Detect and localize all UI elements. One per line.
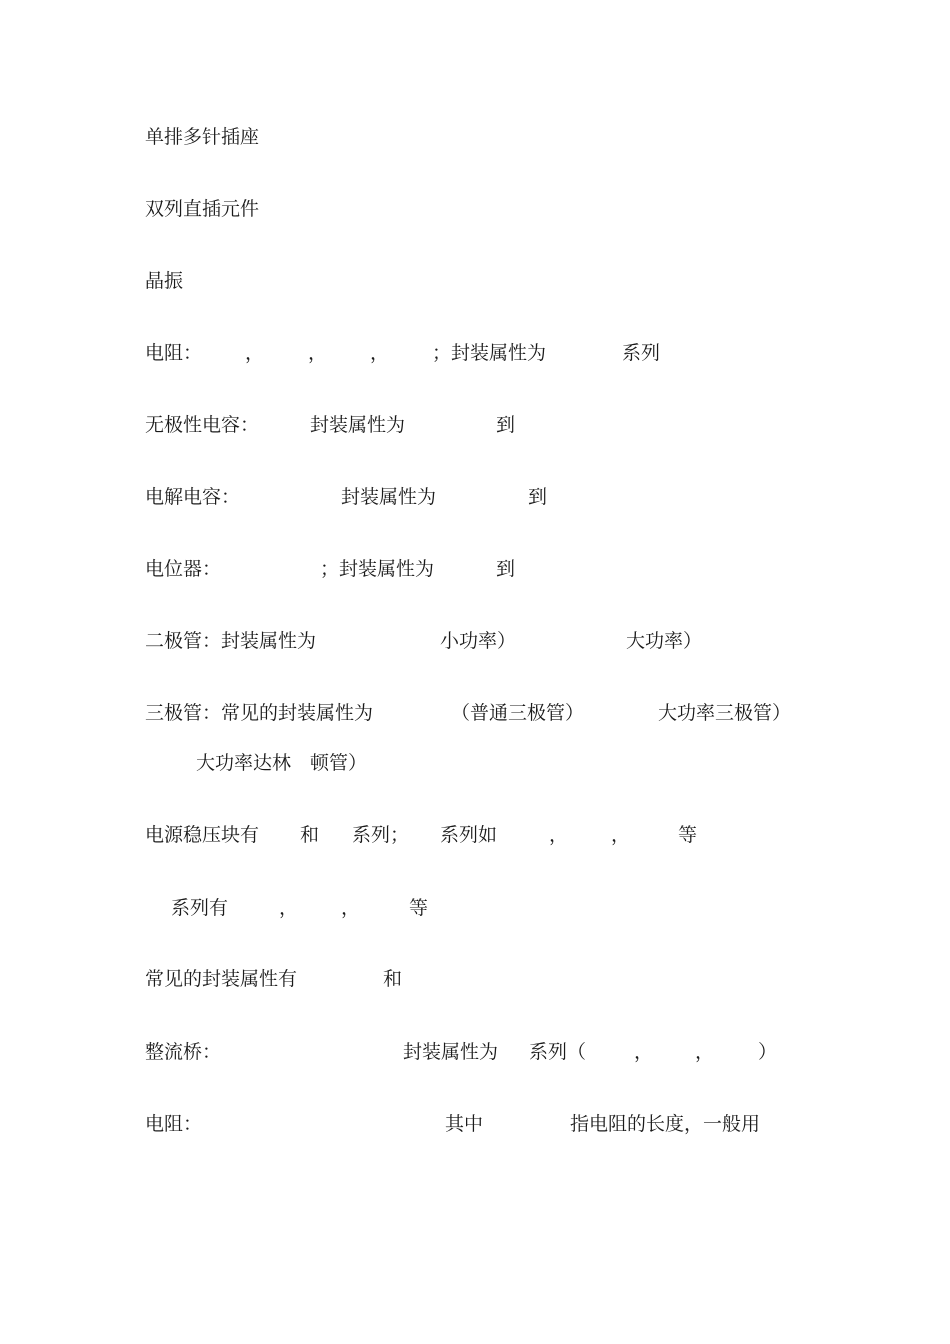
line-text: 封装属性为 <box>310 414 406 436</box>
line-text: 系列 <box>622 342 661 364</box>
line-text: 电位器： <box>145 558 222 580</box>
line-text: ） <box>758 1041 778 1063</box>
line-text: 双列直插元件 <box>145 198 260 220</box>
line-text: ， <box>611 824 631 846</box>
line-text: 晶振 <box>145 270 184 292</box>
line-text: 系列有 <box>171 897 229 919</box>
line-text: 其中 <box>445 1113 484 1135</box>
line-text: 二极管：封装属性为 <box>145 630 317 652</box>
line-text: 大功率三极管） <box>658 702 792 724</box>
line-text: 等 <box>409 897 429 919</box>
line-text: 到 <box>528 486 548 508</box>
line-text: 整流桥： <box>145 1041 222 1063</box>
line-text: ， <box>695 1041 715 1063</box>
line-text: 封装属性为 <box>403 1041 499 1063</box>
line-text: ；封装属性为 <box>320 558 435 580</box>
line-text: 大功率） <box>626 630 703 652</box>
line-text: 小功率） <box>440 630 517 652</box>
line-text: 单排多针插座 <box>145 126 260 148</box>
line-text: 大功率达林 <box>196 752 292 774</box>
line-text: 顿管） <box>310 752 368 774</box>
line-text: 电阻： <box>145 1113 203 1135</box>
line-text: ， <box>308 342 328 364</box>
line-text: ， <box>341 897 361 919</box>
line-text: 系列（ <box>529 1041 587 1063</box>
line-text: （普通三极管） <box>451 702 585 724</box>
line-text: ， <box>634 1041 654 1063</box>
line-text: 无极性电容： <box>145 414 260 436</box>
line-text: 和 <box>300 824 320 846</box>
line-text: 电源稳压块有 <box>145 824 260 846</box>
line-text: 等 <box>678 824 698 846</box>
line-text: 常见的封装属性有 <box>145 968 298 990</box>
line-text: 和 <box>383 968 403 990</box>
line-text: ， <box>245 342 265 364</box>
line-text: 系列； <box>352 824 410 846</box>
line-text: 电解电容： <box>145 486 241 508</box>
line-text: ；封装属性为 <box>432 342 547 364</box>
line-text: ， <box>279 897 299 919</box>
line-text: 到 <box>496 558 516 580</box>
line-text: 指电阻的长度，一般用 <box>570 1113 761 1135</box>
line-text: ， <box>370 342 390 364</box>
line-text: 封装属性为 <box>341 486 437 508</box>
line-text: 系列如 <box>440 824 498 846</box>
line-text: 到 <box>496 414 516 436</box>
line-text: 电阻： <box>145 342 203 364</box>
line-text: ， <box>549 824 569 846</box>
line-text: 三极管：常见的封装属性为 <box>145 702 374 724</box>
